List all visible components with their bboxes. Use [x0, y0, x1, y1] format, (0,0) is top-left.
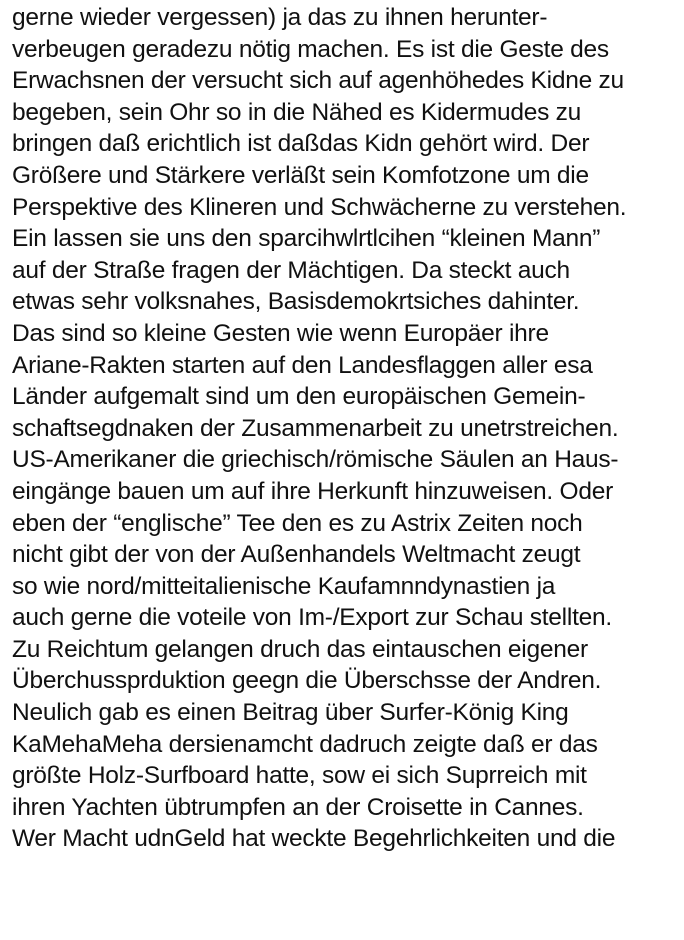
text-line: bringen daß erichtlich ist daßdas Kidn gehört wird. Der	[12, 130, 590, 158]
text-line: auch gerne die voteile von Im-/Export zur Schau stellten.	[12, 604, 612, 632]
text-line: Wer Macht udnGeld hat weckte Begehrlichkeiten und die	[12, 825, 616, 853]
text-line: Länder aufgemalt sind um den europäischen Gemein-	[12, 383, 586, 411]
text-line: eingänge bauen um auf ihre Herkunft hinzuweisen. Oder	[12, 477, 613, 505]
text-line: Perspektive des Klineren und Schwächerne zu verstehen.	[12, 193, 627, 221]
text-line: US-Amerikaner die griechisch/römische Säulen an Haus-	[12, 446, 619, 474]
text-line: gerne wieder vergessen) ja das zu ihnen herunter-	[12, 4, 548, 31]
text-line: ihren Yachten übtrumpfen an der Croisette in Cannes.	[12, 793, 584, 821]
text-line: KaMehaMeha dersienamcht dadruch zeigte daß er das	[12, 730, 598, 758]
text-line: Erwachsnen der versucht sich auf agenhöhedes Kidne zu	[12, 67, 624, 95]
text-line: Das sind so kleine Gesten wie wenn Europäer ihre	[12, 319, 549, 347]
text-line: Ein lassen sie uns den sparcihwlrtlcihen “kleinen Mann”	[12, 225, 601, 253]
body-text	[12, 2, 684, 855]
text-line: etwas sehr volksnahes, Basisdemokrtsiches dahinter.	[12, 288, 580, 316]
text-line: Größere und Stärkere verläßt sein Komfotzone um die	[12, 161, 589, 189]
text-line: verbeugen geradezu nötig machen. Es ist die Geste des	[12, 35, 609, 63]
text-line: nicht gibt der von der Außenhandels Weltmacht zeugt	[12, 541, 581, 569]
text-line: begeben, sein Ohr so in die Nähed es Kidermudes zu	[12, 98, 582, 126]
text-line: Neulich gab es einen Beitrag über Surfer-König King	[12, 699, 569, 727]
text-line: Zu Reichtum gelangen druch das eintauschen eigener	[12, 635, 588, 663]
text-line: Überchussprduktion geegn die Überschsse der Andren.	[12, 667, 602, 695]
text-line: eben der “englische” Tee den es zu Astrix Zeiten noch	[12, 509, 583, 537]
text-line: größte Holz-Surfboard hatte, sow ei sich Suprreich mit	[12, 762, 587, 790]
text-line: so wie nord/mitteitalienische Kaufamnndynastien ja	[12, 572, 556, 600]
text-line: auf der Straße fragen der Mächtigen. Da steckt auch	[12, 256, 570, 284]
text-line: schaftsegdnaken der Zusammenarbeit zu unetrstreichen.	[12, 414, 619, 442]
text-line: Ariane-Rakten starten auf den Landesflaggen aller esa	[12, 351, 593, 379]
